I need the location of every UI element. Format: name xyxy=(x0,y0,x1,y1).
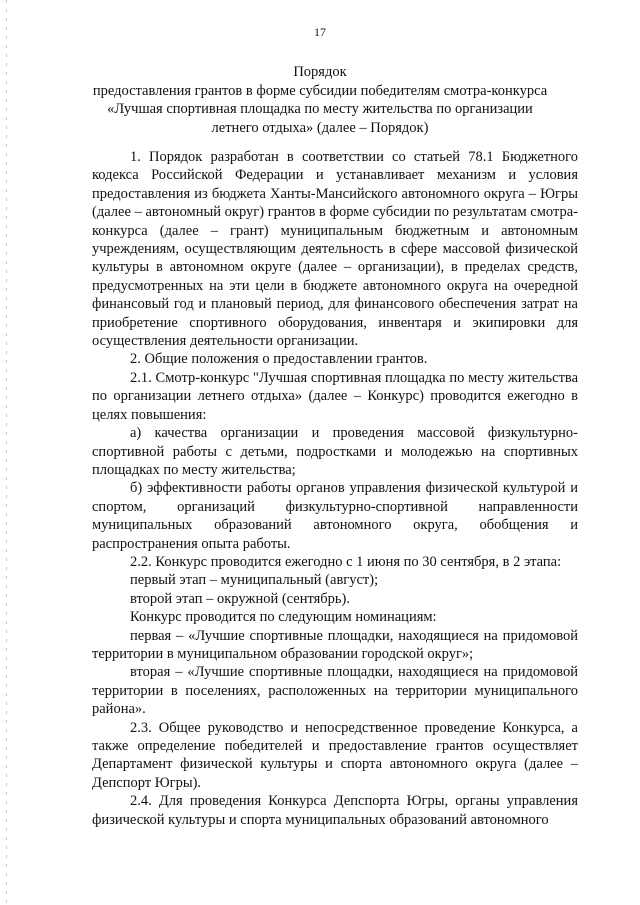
paragraph-2-1-b: б) эффективности работы органов управления физической культурой и спортом, организаций физкультурно-спортивной направленности муниципальных образований автономного округа, обобщения и распространения опыта работы. xyxy=(92,480,578,552)
paragraph-nominations: Конкурс проводится по следующим номинациям: xyxy=(130,609,437,626)
paragraph-1: 1. Порядок разработан в соответствии со статьей 78.1 Бюджетного кодекса Российской Федерации и устанавливает механизм и условия предоставления из бюджета Ханты-Мансийского автономного округа – Югры (далее – автономный округ) грантов в форме субсидии по результатам смотра-конкурса (далее – грант) муниципальным бюджетным и автономным учреждениям, осуществляющим деятельность в сфере массовой физической культуры в автономном округе (далее – организации), в пределах средств, предусмотренных на эти цели в бюджете автономного округа на очередной финансовый год и плановый период, для финансового обеспечения затрат на приобретение спортивного оборудования, инвентаря и экипировки для осуществления деятельности организации. xyxy=(92,149,578,350)
title-line-3: «Лучшая спортивная площадка по месту жительства по организации xyxy=(107,101,533,117)
paragraph-2-1: 2.1. Смотр-конкурс "Лучшая спортивная площадка по месту жительства по организации летнего отдыха» (далее – Конкурс) проводится ежегодно в целях повышения: xyxy=(92,369,578,423)
paragraph-2-1-a: а) качества организации и проведения массовой физкультурно-спортивной работы с детьми, подростками и молодежью на спортивных площадках по месту жительства; xyxy=(92,425,578,478)
page-number: 17 xyxy=(314,25,326,39)
document-title xyxy=(90,63,550,137)
paragraph-stage-1: первый этап – муниципальный (август); xyxy=(130,572,379,589)
paragraph-2-4: 2.4. Для проведения Конкурса Депспорта Югры, органы управления физической культуры и спорта муниципальных образований автономного xyxy=(92,793,578,828)
paragraph-2-3: 2.3. Общее руководство и непосредственное проведение Конкурса, а также определение победителей и предоставление грантов осуществляет Департамент физической культуры и спорта автономного округа (далее – Депспорт Югры). xyxy=(92,719,578,791)
paragraph-2: 2. Общие положения о предоставлении грантов. xyxy=(130,351,428,368)
title-line-1: Порядок xyxy=(293,64,347,80)
title-line-2: предоставления грантов в форме субсидии победителям смотра-конкурса xyxy=(92,82,548,99)
paragraph-stage-2: второй этап – окружной (сентябрь). xyxy=(130,590,350,607)
title-line-4: летнего отдыха» (далее – Порядок) xyxy=(211,119,429,136)
paragraph-nomination-1: первая – «Лучшие спортивные площадки, находящиеся на придомовой территории в муниципальном образовании городской округ»; xyxy=(92,627,578,662)
scan-edge xyxy=(6,0,7,905)
document-body xyxy=(92,148,578,829)
paragraph-nomination-2: вторая – «Лучшие спортивные площадки, находящиеся на придомовой территории в поселениях, расположенных на территории муниципального района». xyxy=(92,664,578,718)
paragraph-2-2: 2.2. Конкурс проводится ежегодно с 1 июня по 30 сентября, в 2 этапа: xyxy=(130,553,562,570)
